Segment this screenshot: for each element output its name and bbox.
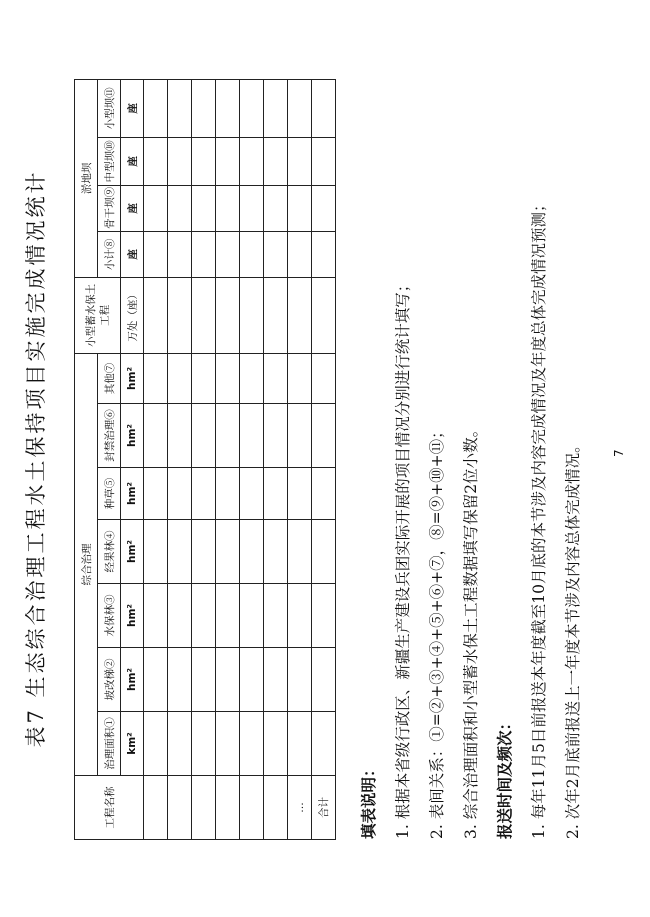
header-col: 其他⑦ [98,353,121,403]
table-cell[interactable] [216,520,240,584]
fill-instruction-item: 3. 综合治理面积和小型蓄水保土工程数据填写保留2位小数。 [462,421,480,839]
table-cell[interactable] [192,584,216,648]
table-cell[interactable] [168,404,192,468]
header-small-projects: 小型蓄水保土工程 [75,277,121,353]
table-cell[interactable] [192,137,216,185]
table-cell[interactable] [288,231,312,277]
table-cell[interactable] [288,648,312,712]
table-cell[interactable] [240,231,264,277]
row-label [264,776,288,840]
table-cell[interactable] [144,520,168,584]
table-cell[interactable] [240,468,264,520]
unit-cell: hm² [121,520,144,584]
unit-cell: hm² [121,648,144,712]
table-title: 表7 生态综合治理工程水土保持项目实施完成情况统计 [24,169,48,748]
table-cell[interactable] [264,520,288,584]
table-row [288,79,312,839]
table-cell[interactable] [216,648,240,712]
header-col: 坡改梯② [98,648,121,712]
table-cell[interactable] [168,648,192,712]
table-cell[interactable] [144,353,168,403]
table-cell[interactable] [264,353,288,403]
table-cell[interactable] [312,520,336,584]
table-cell[interactable] [144,648,168,712]
report-schedule-heading: 报送时间及频次： [495,714,514,839]
table-cell[interactable] [312,231,336,277]
table-cell[interactable] [288,185,312,231]
unit-cell: 座 [121,137,144,185]
header-dam-col: 小型坝⑪ [98,79,121,137]
table-cell[interactable] [144,277,168,353]
table-cell[interactable] [240,79,264,137]
unit-cell: hm² [121,404,144,468]
table-cell[interactable] [168,137,192,185]
unit-cell: 万处（座） [121,277,144,353]
header-col: 种草⑤ [98,468,121,520]
table-cell[interactable] [288,137,312,185]
table-cell[interactable] [144,404,168,468]
table-cell[interactable] [240,277,264,353]
table-row [312,79,336,839]
fill-instruction-item: 2. 表间关系：①=②+③+④+⑤+⑥+⑦，⑧=⑨+⑩+⑪； [428,423,446,839]
table-cell[interactable] [312,277,336,353]
table-cell[interactable] [168,277,192,353]
table-cell[interactable] [288,277,312,353]
table-cell[interactable] [264,185,288,231]
row-label [192,776,216,840]
fill-instructions-heading: 填表说明： [359,761,378,839]
table-cell[interactable] [168,185,192,231]
header-col: 治理面积① [98,712,121,776]
table-cell[interactable] [264,468,288,520]
table-row [144,79,168,839]
fill-instruction-item: 1. 根据本省级行政区、新疆生产建设兵团实际开展的项目情况分别进行统计填写； [394,276,412,839]
table-cell[interactable] [216,712,240,776]
header-col: 水保林③ [98,584,121,648]
report-schedule-item: 2. 次年2月底前报送上一年度本节涉及内容总体完成情况。 [564,437,582,839]
table-cell[interactable] [312,185,336,231]
table-cell[interactable] [240,584,264,648]
table-cell[interactable] [264,137,288,185]
table-cell[interactable] [144,185,168,231]
row-label [144,776,168,840]
table-cell[interactable] [216,584,240,648]
table-cell[interactable] [168,520,192,584]
unit-cell: km² [121,712,144,776]
table-cell[interactable] [192,79,216,137]
table-cell[interactable] [240,185,264,231]
table-cell[interactable] [264,584,288,648]
table-row [168,79,192,839]
unit-cell: 座 [121,231,144,277]
header-dam-col: 中型坝⑩ [98,137,121,185]
header-dam-col: 小计⑧ [98,231,121,277]
table-cell[interactable] [216,353,240,403]
table-cell[interactable] [216,79,240,137]
table-cell[interactable] [216,137,240,185]
table-cell[interactable] [168,584,192,648]
table-cell[interactable] [240,520,264,584]
unit-cell: hm² [121,468,144,520]
table-cell[interactable] [216,468,240,520]
table-cell[interactable] [288,353,312,403]
header-comprehensive: 综合治理 [75,353,98,775]
table-cell[interactable] [192,712,216,776]
table-cell[interactable] [168,79,192,137]
table-cell[interactable] [144,584,168,648]
row-label [168,776,192,840]
table-cell[interactable] [144,468,168,520]
statistics-table [74,79,336,840]
table-cell[interactable] [168,353,192,403]
table-cell[interactable] [240,712,264,776]
table-cell[interactable] [312,137,336,185]
table-cell[interactable] [264,79,288,137]
table-cell[interactable] [144,79,168,137]
unit-cell: hm² [121,353,144,403]
table-cell[interactable] [192,277,216,353]
row-label: … [288,776,312,840]
header-project-name: 工程名称 [75,776,144,840]
table-cell[interactable] [240,353,264,403]
table-cell[interactable] [192,185,216,231]
table-cell[interactable] [264,648,288,712]
table-cell[interactable] [288,584,312,648]
report-schedule-item: 1. 每年11月5日前报送本年度截至10月底的本节涉及内容完成情况及年度总体完成情况预测； [530,196,548,839]
table-cell[interactable] [288,468,312,520]
table-cell[interactable] [288,79,312,137]
table-row [264,79,288,839]
table-cell[interactable] [192,648,216,712]
unit-cell: 座 [121,185,144,231]
table-cell[interactable] [168,712,192,776]
unit-cell: hm² [121,584,144,648]
notes-section [352,39,590,839]
header-dam-col: 骨干坝⑨ [98,185,121,231]
table-cell[interactable] [312,79,336,137]
table-cell[interactable] [144,712,168,776]
table-cell[interactable] [192,353,216,403]
table-cell[interactable] [240,648,264,712]
table-cell[interactable] [216,231,240,277]
header-col: 封禁治理⑥ [98,404,121,468]
table-row [240,79,264,839]
table-cell[interactable] [192,231,216,277]
table-row [192,79,216,839]
table-cell[interactable] [240,404,264,468]
table-cell[interactable] [264,404,288,468]
table-cell[interactable] [216,185,240,231]
table-cell[interactable] [192,404,216,468]
table-cell[interactable] [264,231,288,277]
header-check-dam: 淤地坝 [75,79,98,277]
row-label: 合计 [312,776,336,840]
header-col: 经果林④ [98,520,121,584]
table-cell[interactable] [144,231,168,277]
table-cell[interactable] [288,712,312,776]
table-cell[interactable] [240,137,264,185]
table-cell[interactable] [144,137,168,185]
table-cell[interactable] [168,231,192,277]
table-cell[interactable] [216,277,240,353]
table-cell[interactable] [312,404,336,468]
table-cell[interactable] [192,520,216,584]
table-cell[interactable] [288,404,312,468]
table-row [216,79,240,839]
table-cell[interactable] [288,520,312,584]
table-cell[interactable] [312,584,336,648]
row-label [216,776,240,840]
table-cell[interactable] [312,468,336,520]
table-cell[interactable] [264,712,288,776]
page-number: 7 [612,449,626,457]
table-cell[interactable] [312,712,336,776]
row-label [240,776,264,840]
table-cell[interactable] [168,468,192,520]
table-cell[interactable] [192,468,216,520]
table-cell[interactable] [312,648,336,712]
table-cell[interactable] [312,353,336,403]
unit-cell: 座 [121,79,144,137]
table-cell[interactable] [216,404,240,468]
table-cell[interactable] [264,277,288,353]
